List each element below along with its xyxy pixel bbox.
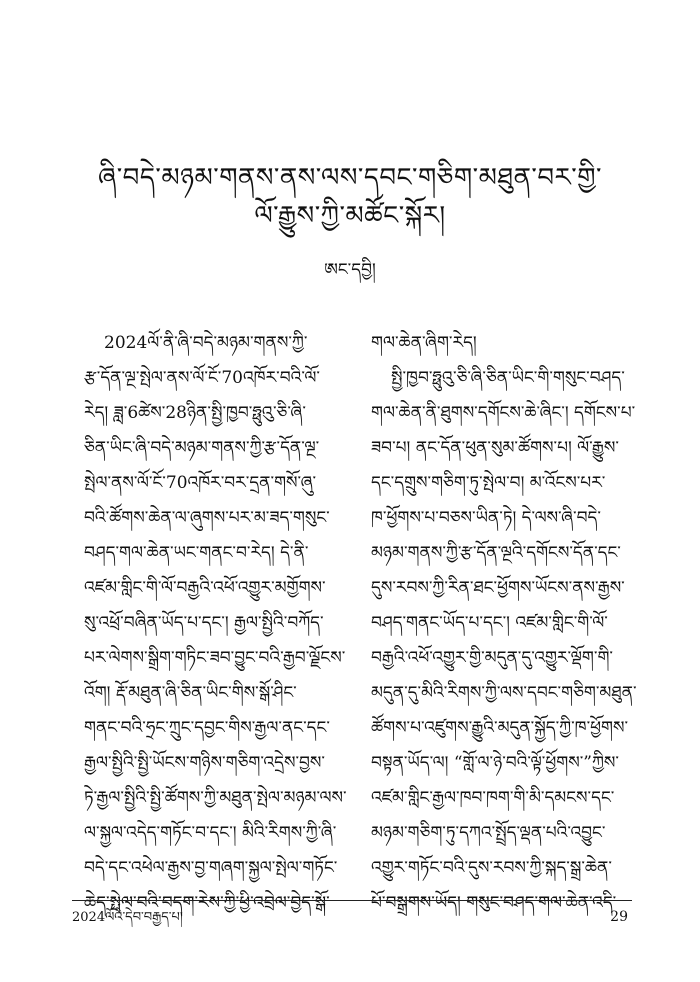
article-author: ཨང་དབྱི། <box>324 260 376 280</box>
text-line: བརྒྱའི་འཕོ་འགྱུར་གྱི་མདུན་དུ་འགྱུར་ལྡོག་གི་ <box>371 648 613 668</box>
body-column-left <box>84 326 352 921</box>
text-line: རྒྱལ་སྤྱིའི་སྤྱི་ཡོངས་གཉིས་གཅིག་འདྲེས་བྱས་ <box>84 753 325 773</box>
text-line: དུས་རབས་ཀྱི་རིན་ཐང་ཕྱོགས་ཡོངས་ནས་རྒྱས་ <box>371 578 625 598</box>
text-line: ཁ་ཕྱོགས་པ་བཅས་ཡིན་ཏེ། དེ་ལས་ཞི་བདེ་ <box>371 508 601 528</box>
text-line: ཚོགས་པ་འཛུགས་རྒྱུའི་མདུན་སྐྱོད་ཀྱི་ཁ་ཕྱོགས་ <box>371 718 629 738</box>
text-line: འཛམ་གླིང་རྒྱལ་ཁབ་ཁག་གི་མི་དམངས་དང་ <box>371 788 615 808</box>
text-line: གལ་ཆེན་ནི་ཐུགས་དགོངས་ཆེ་ཞིང་། དགོངས་པ་ <box>371 403 636 423</box>
text-line: མཉམ་གནས་ཀྱི་རྩ་དོན་ལྔའི་དགོངས་དོན་དང་ <box>371 543 621 563</box>
text-line: འཛམ་གླིང་གི་ལོ་བརྒྱའི་འཕོ་འགྱུར་མགྱོགས་ <box>84 578 326 598</box>
body-column-right <box>371 326 639 921</box>
text-line: ཅིན་ཡིང་ཞི་བདེ་མཉམ་གནས་ཀྱི་རྩ་དོན་ལྔ་ <box>84 438 320 458</box>
text-line: མཉམ་གཅིག་ཏུ་དཀའ་སྤྲོད་ལྡན་པའི་འབྱུང་ <box>371 823 606 843</box>
text-line: འོག། རྡོ་མཐུན་ཞི་ཅིན་ཡིང་གིས་སྒོ་ཤིང་ <box>84 683 297 703</box>
text-line: བཤད་གནང་ཡོད་པ་དང་། འཛམ་གླིང་གི་ལོ་ <box>371 613 608 633</box>
text-line: འགྱུར་གཏོང་བའི་དུས་རབས་ཀྱི་སྐད་སྒྲ་ཆེན་ <box>371 858 612 878</box>
text-line: དང་དགྲུས་གཅིག་ཏུ་སྤེལ་བ། མ་འོངས་པར་ <box>371 473 606 493</box>
text-line: པར་ལེགས་སྒྲིག་གཏིང་ཟབ་བྱུང་བའི་རྒྱབ་ལྗོངས་ <box>84 648 346 668</box>
text-line: སྤེལ་ནས་ལོ་ངོ་70འཁོར་བར་དྲན་གསོ་ཞུ་ <box>84 473 317 493</box>
text-line: སུ་འཕྲོ་བཞིན་ཡོད་པ་དང་། རྒྱལ་སྤྱིའི་བཀོད་ <box>84 613 324 633</box>
text-line: བཤད་གལ་ཆེན་ཡང་གནང་བ་རེད། དེ་ནི་ <box>84 543 309 563</box>
text-line: བདེ་དང་འཕེལ་རྒྱས་བྱ་གཞག་སྐྱལ་སྤེལ་གཏོང་ <box>84 858 338 878</box>
text-line: 2024ལོ་ནི་ཞི་བདེ་མཉམ་གནས་ཀྱི་ <box>104 333 308 353</box>
article-title-line-2: ལོ་རྒྱུས་ཀྱི་མཚོང་སྐོར། <box>254 201 446 231</box>
text-line: ཟབ་པ། ནང་དོན་ཕུན་སུམ་ཚོགས་པ། ལོ་རྒྱུས་ <box>371 438 619 458</box>
text-line: བའི་ཚོགས་ཆེན་ལ་ཞུགས་པར་མ་ཟད་གསུང་ <box>84 508 330 528</box>
text-line: གནང་བའི་ཧྲང་ཀྲུང་དབྱང་གིས་རྒྱལ་ནང་དང་ <box>84 718 330 738</box>
text-line: པོ་བསྒྲགས་ཡོད། གསུང་བཤད་གལ་ཆེན་འདི་ <box>371 893 617 913</box>
text-line: ཆེད་སྤེལ་བའི་བདག་རེས་ཀྱི་ཕྱི་འབྲེལ་བྱེད་སྒོ་ <box>84 893 330 913</box>
journal-issue: 2024ལོའི་དེབ་བརྒྱད་པ། <box>72 910 183 925</box>
text-line: མདུན་དུ་མིའི་རིགས་ཀྱི་ལས་དབང་གཅིག་མཐུན་ <box>371 683 637 703</box>
text-line: གལ་ཆེན་ཞིག་རེད། <box>371 333 477 353</box>
page-number: 29 <box>610 909 628 925</box>
text-line: ལ་སྐྱལ་འདེད་གཏོང་བ་དང་། མིའི་རིགས་ཀྱི་ཞི་ <box>84 823 337 843</box>
article-title-line-1: ཞི་བདེ་མཉམ་གནས་ནས་ལས་དབང་གཅིག་མཐུན་བར་གྱི་ <box>98 163 602 193</box>
text-line: རྩ་དོན་ལྔ་སྤེལ་ནས་ལོ་ངོ་70འཁོར་བའི་ལོ་ <box>84 368 320 388</box>
footer-divider <box>72 900 632 901</box>
text-line: རེད། ཟླ་6ཚེས་28ཉིན་སྤྱི་ཁྱབ་ཧྥུའུ་ཅི་ཞི་ <box>84 403 306 423</box>
text-line: ཏེ་རྒྱལ་སྤྱིའི་སྤྱི་ཚོགས་ཀྱི་མཐུན་སྤེལ་མཉམ་ལས་ <box>84 788 347 808</box>
text-line: སྤྱི་ཁྱབ་ཧྥུའུ་ཅི་ཞི་ཅིན་ཡིང་གི་གསུང་བཤད་ <box>391 368 625 388</box>
text-line: བསྟན་ཡོད་ལ། “གློ་ལ་ཉེ་བའི་ལྟོ་ཕྱོགས་”ཀྱིས་ <box>371 753 619 773</box>
